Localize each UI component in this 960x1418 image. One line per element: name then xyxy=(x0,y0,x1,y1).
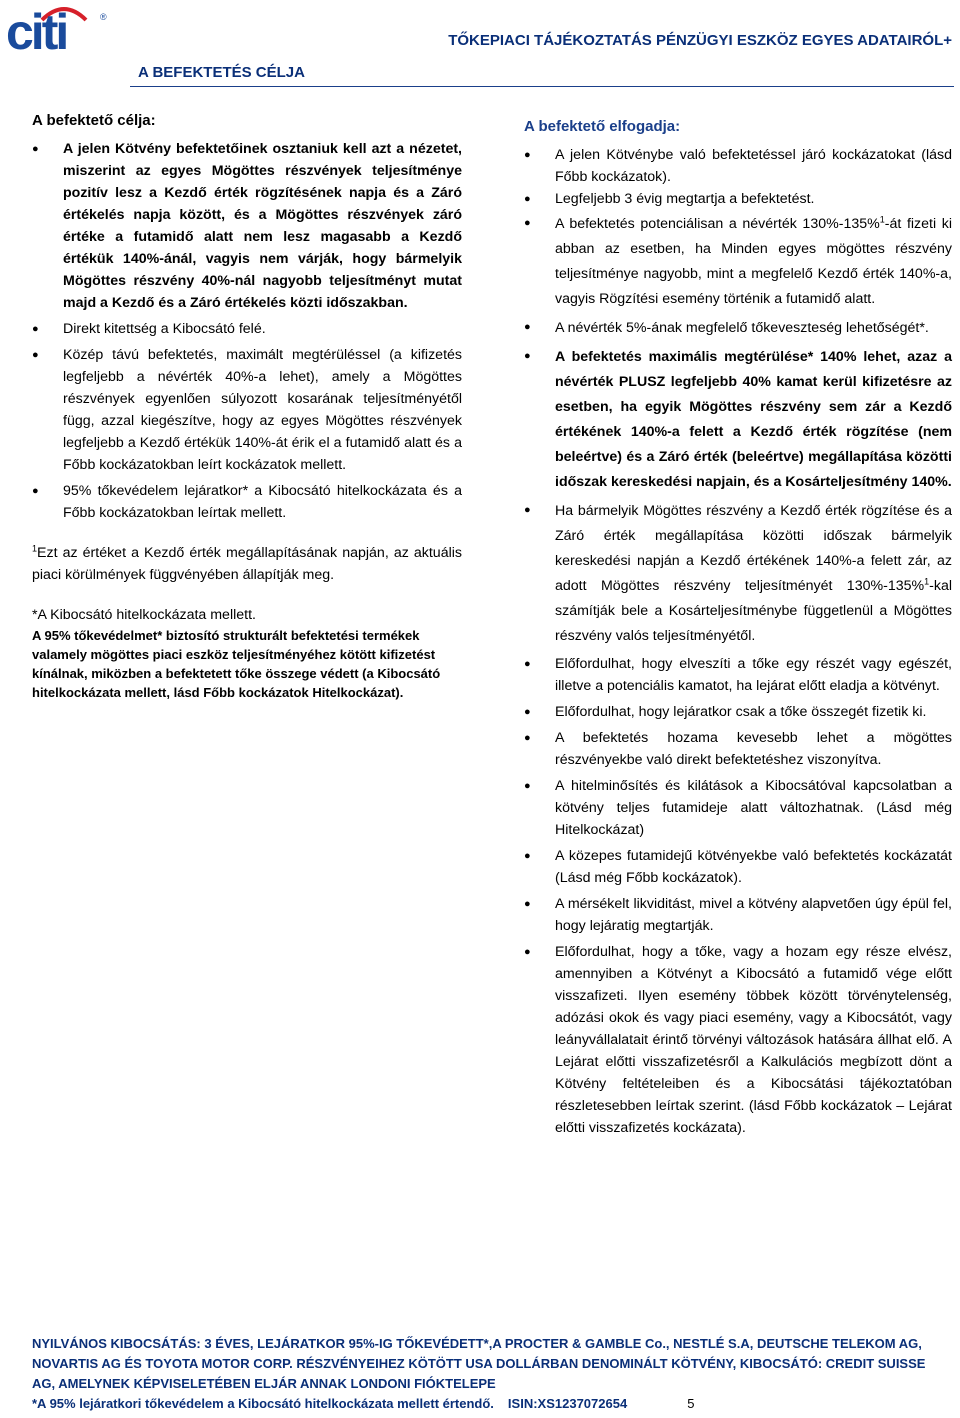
list-item: ● Előfordulhat, hogy elveszíti a tőke egy részét vagy egészét, illetve a potenciális kamatot, ha lejárat előtt eladja a kötvényt. xyxy=(524,653,952,697)
investor-accepts-list xyxy=(524,144,952,1139)
bullet-icon: ● xyxy=(524,658,531,670)
document-title: TŐKEPIACI TÁJÉKOZTATÁS PÉNZÜGYI ESZKÖZ EGYES ADATAIRÓL+ xyxy=(448,32,952,49)
list-item: ● Előfordulhat, hogy lejáratkor csak a tőke összegét fizetik ki. xyxy=(524,701,952,723)
list-item: ● Legfeljebb 3 évig megtartja a befektetést. xyxy=(524,188,952,210)
logo-registered-mark: ® xyxy=(100,12,107,22)
left-column xyxy=(32,110,462,702)
footer-line-1: NYILVÁNOS KIBOCSÁTÁS: 3 ÉVES, LEJÁRATKOR 95%-IG TŐKEVÉDETT*,A PROCTER & GAMBLE Co., NESTLÉ S.A, DEUTSCHE TELEKOM AG, xyxy=(32,1336,922,1351)
list-item: ● Közép távú befektetés, maximált megtérüléssel (a kifizetés legfeljebb a névérték 40%-a lehet), amely a Mögöttes részvények egyenlően súlyozott kosarának teljesítményétől függ, azzal kiegészítve, hogy az egyes Mögöttes részvények legfeljebb a Kezdő értékük 140%-át érik el a futamidő alatt és a Főbb kockázatokban leírt kockázatok mellett. xyxy=(32,344,462,476)
bullet-icon: ● xyxy=(524,193,531,205)
list-item: ● A befektetés potenciálisan a névérték 130%-135%$^1$-át fizeti ki abban az esetben, ha Minden egyes mögöttes részvény teljesítménye nagyobb, mint a megfelelő Kezdő érték 140%-a, vagyis Rögzítési esemény történik a futamidő alatt. xyxy=(524,212,952,312)
footer-line-4: *A 95% lejáratkori tőkevédelem a Kibocsátó hitelkockázata mellett értendő. ISIN:XS1237072654 5 xyxy=(32,1396,695,1411)
logo-text: citi xyxy=(6,4,67,60)
bullet-icon: ● xyxy=(524,946,531,958)
bullet-icon: ● xyxy=(32,485,39,497)
page-footer xyxy=(32,1334,942,1414)
section-title: A BEFEKTETÉS CÉLJA xyxy=(138,64,305,81)
list-item: ● A közepes futamidejű kötvényekbe való befektetés kockázatát (Lásd még Főbb kockázatok). xyxy=(524,845,952,889)
bullet-icon: ● xyxy=(524,780,531,792)
footer-line-2: NOVARTIS AG ÉS TOYOTA MOTOR CORP. RÉSZVÉNYEIHEZ KÖTÖTT USA DOLLÁRBAN DENOMINÁLT KÖTVÉNY, KIBOCSÁTÓ: CREDIT SUISSE xyxy=(32,1356,926,1371)
list-item: ● 95% tőkevédelem lejáratkor* a Kibocsátó hitelkockázata és a Főbb kockázatokban leírtak mellett. xyxy=(32,480,462,524)
investor-goal-list xyxy=(32,138,462,524)
list-item: ● A befektetés maximális megtérülése* 140% lehet, azaz a névérték PLUSZ legfeljebb 40% kamat kerül kifizetésre az esetben, ha egyik Mögöttes részvény sem zár a Kezdő értékének 140%-a felett a Kezdő érték rögzítése (nem beleértve) és a Záró érték (beleértve) megállapítása közötti időszak kereskedési napjain, és a Kosárteljesítmény 140%. xyxy=(524,345,952,495)
list-item: ● Ha bármelyik Mögöttes részvény a Kezdő érték rögzítése és a Záró érték megállapítása közötti időszak bármelyik kereskedési napján a Kezdő értékének 140%-a felett zár, az adott Mögöttes részvény teljesítményét 130%-135%$^1$-kal számítják bele a Kosárteljesítménybe függetlenül a Mögöttes részvény valós teljesítményétől. xyxy=(524,499,952,649)
footnote: $^1$Ezt az értéket a Kezdő érték megállapításának napján, az aktuális piaci körülmények függvényében állapítják meg. xyxy=(32,543,462,583)
list-item: ● Előfordulhat, hogy a tőke, vagy a hozam egy része elvész, amennyiben a Kötvényt a Kibocsátó a futamidő vége előtt visszafizeti. Ilyen esemény többek között törvénytelenség, adózási okok és vagy piaci esemény, vagy a Kibocsátót, vagy leányvállalatait érintő törvényi változások hatására állhat elő. A Lejárat előtti visszafizetésről a Kalkulációs megbízott dönt a Kötvény feltételeiben és a Kibocsátási tájékoztatóban részletesebben leírtak szerint. (lásd Főbb kockázatok – Lejárat előtti visszafizetés kockázata). xyxy=(524,941,952,1139)
header-divider xyxy=(130,86,954,87)
list-item: ● A hitelminősítés és kilátások a Kibocsátóval kapcsolatban a kötvény teljes futamideje alatt változhatnak. (Lásd még Hitelkockázat) xyxy=(524,775,952,841)
bullet-icon: ● xyxy=(524,504,531,516)
bullet-icon: ● xyxy=(524,850,531,862)
isin-code: ISIN:XS1237072654 xyxy=(507,1396,628,1411)
bullet-icon: ● xyxy=(524,217,531,229)
bullet-icon: ● xyxy=(32,323,39,335)
list-item: ● A befektetés hozama kevesebb lehet a mögöttes részvényekbe való direkt befektetéshez viszonyítva. xyxy=(524,727,952,771)
list-item: ● A jelen Kötvény befektetőinek osztaniuk kell azt a nézetet, miszerint az egyes Mögöttes részvények teljesítménye pozitív lesz a Kezdő érték rögzítésének napja és a Záró értékelés napja között, és a Mögöttes részvények záró értéke a futamidő alatt nem lesz magasabb a Kezdő értékük 140%-ánál, vagyis nem várják, hogy bármelyik Mögöttes részvény 40%-nál nagyobb teljesítményt mutat majd a Kezdő és a Záró értékelés közti időszakban. xyxy=(32,138,462,314)
list-item: ● A jelen Kötvénybe való befektetéssel járó kockázatokat (lásd Főbb kockázatok). xyxy=(524,144,952,188)
bullet-icon: ● xyxy=(524,350,531,362)
right-column xyxy=(524,116,952,1143)
footnote-mark: 1 xyxy=(32,543,38,554)
bullet-icon: ● xyxy=(524,732,531,744)
star-note: *A Kibocsátó hitelkockázata mellett. xyxy=(32,607,256,623)
bullet-icon: ● xyxy=(32,349,39,361)
bullet-icon: ● xyxy=(524,149,531,161)
bullet-icon: ● xyxy=(32,143,39,155)
footer-line-3: AG, AMELYNEK KÉPVISELETÉBEN ELJÁR ANNAK LONDONI FIÓKTELEPE xyxy=(32,1376,496,1391)
bullet-icon: ● xyxy=(524,898,531,910)
list-item: ● Direkt kitettség a Kibocsátó felé. xyxy=(32,318,462,340)
capital-protection-note: A 95% tőkevédelmet* biztosító strukturált befektetési termékek valamely mögöttes piaci eszköz teljesítményéhez kötött kifizetést kínálnak, miközben a befektetett tőke összege védett (a Kibocsátó hitelkockázata mellett, lásd Főbb kockázatok Hitelkockázat). xyxy=(32,628,441,700)
page-number: 5 xyxy=(687,1396,695,1411)
investor-goal-heading: A befektető célja: xyxy=(32,112,156,129)
list-item: ● A mérsékelt likviditást, mivel a kötvény alapvetően úgy épül fel, hogy lejáratig megtartják. xyxy=(524,893,952,937)
list-item: ● A névérték 5%-ának megfelelő tőkeveszteség lehetőségét*. xyxy=(524,316,952,341)
investor-accepts-heading: A befektető elfogadja: xyxy=(524,118,681,135)
bullet-icon: ● xyxy=(524,706,531,718)
bullet-icon: ● xyxy=(524,321,531,333)
citi-logo xyxy=(4,4,112,58)
